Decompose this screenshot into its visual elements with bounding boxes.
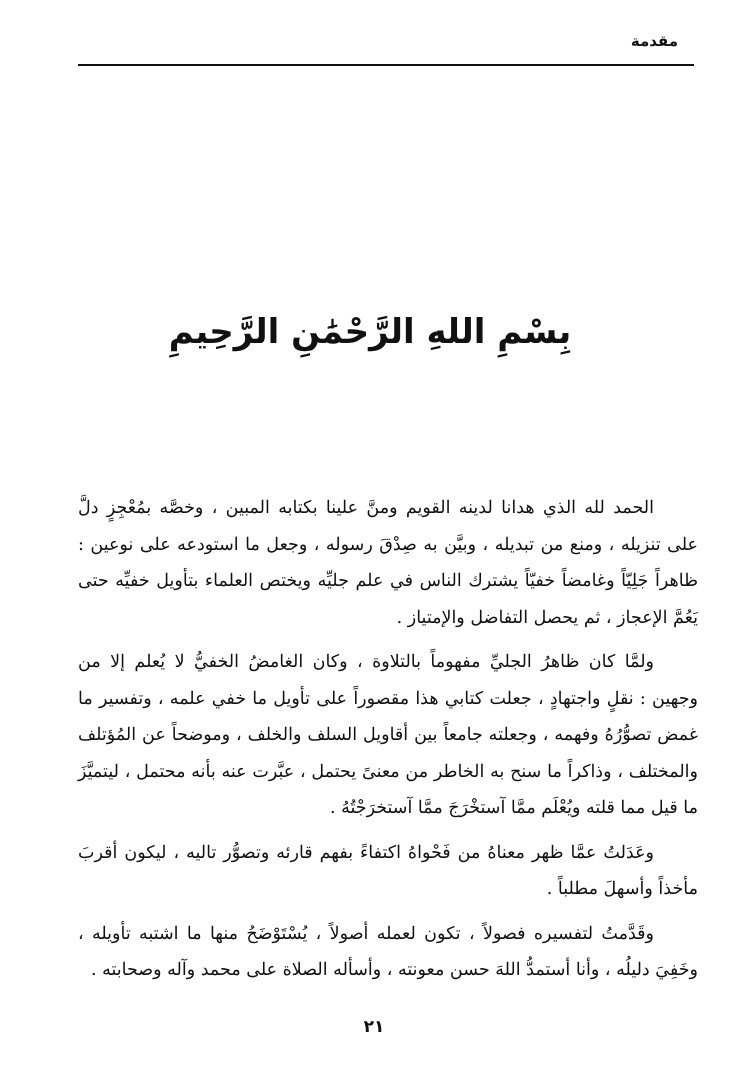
paragraph-3: وعَدَلتُ عمَّا ظهر معناهُ من فَحْواهُ اكتفاءً بفهم قارئه وتصوُّر تاليه ، ليكون أقربَ مأخذاً وأسهلَ مطلباً . [78, 842, 698, 899]
page-number: ٢١ [363, 1017, 385, 1037]
paragraph-2: ولمَّا كان ظاهرُ الجليِّ مفهوماً بالتلاوة ، وكان الغامضُ الخفيُّ لا يُعلم إلا من وجهين : نقلٍ واجتهادٍ ، جعلت كتابي هذا مقصوراً على تأويل ما خفي علمه ، وتفسير ما غمض تصوُّرُهُ وفهمه ، وجعلته جامعاً بين أقاويل السلف والخلف ، وموضحاً عن المُؤتلف والمختلف ، وذاكراً ما سنح به الخاطر من معنىً يحتمل ، عبَّرت عنه بأنه محتمل ، ليتميَّزَ ما قيل مما قلته ويُعْلَم ممَّا آستخْرَجَ ممَّا آستخرَجْتُهُ . [78, 652, 698, 818]
body-text [78, 490, 698, 989]
header-divider [78, 64, 694, 66]
running-header-title: مقدمة [630, 32, 678, 50]
paragraph-1: الحمد لله الذي هدانا لدينه القويم ومنَّ علينا بكتابه المبين ، وخصَّه بمُعْجِزٍ دلَّ على تنزيله ، ومنع من تبديله ، وبيَّن به صِدْقَ رسوله ، وجعل ما استودعه على نوعين : ظاهراً جَلِيّاً وغامضاً خفيّاً يشترك الناس في علم جليِّه ويختص العلماء بتأويل خفيِّه حتى يَعُمَّ الإعجاز ، ثم يحصل التفاضل والإمتياز . [78, 498, 698, 628]
basmala-calligraphy: بِسْمِ اللهِ الرَّحْمَٰنِ الرَّحِيمِ [168, 312, 572, 352]
paragraph-4: وقَدَّمتُ لتفسيره فصولاً ، تكون لعمله أصولاً ، يُسْتَوْضَحُ منها ما اشتبه تأويله ، وخَفِيَ دليلُه ، وأنا أستمدُّ اللهَ حسن معونته ، وأسأله الصلاة على محمد وآله وصحابته . [78, 923, 698, 980]
